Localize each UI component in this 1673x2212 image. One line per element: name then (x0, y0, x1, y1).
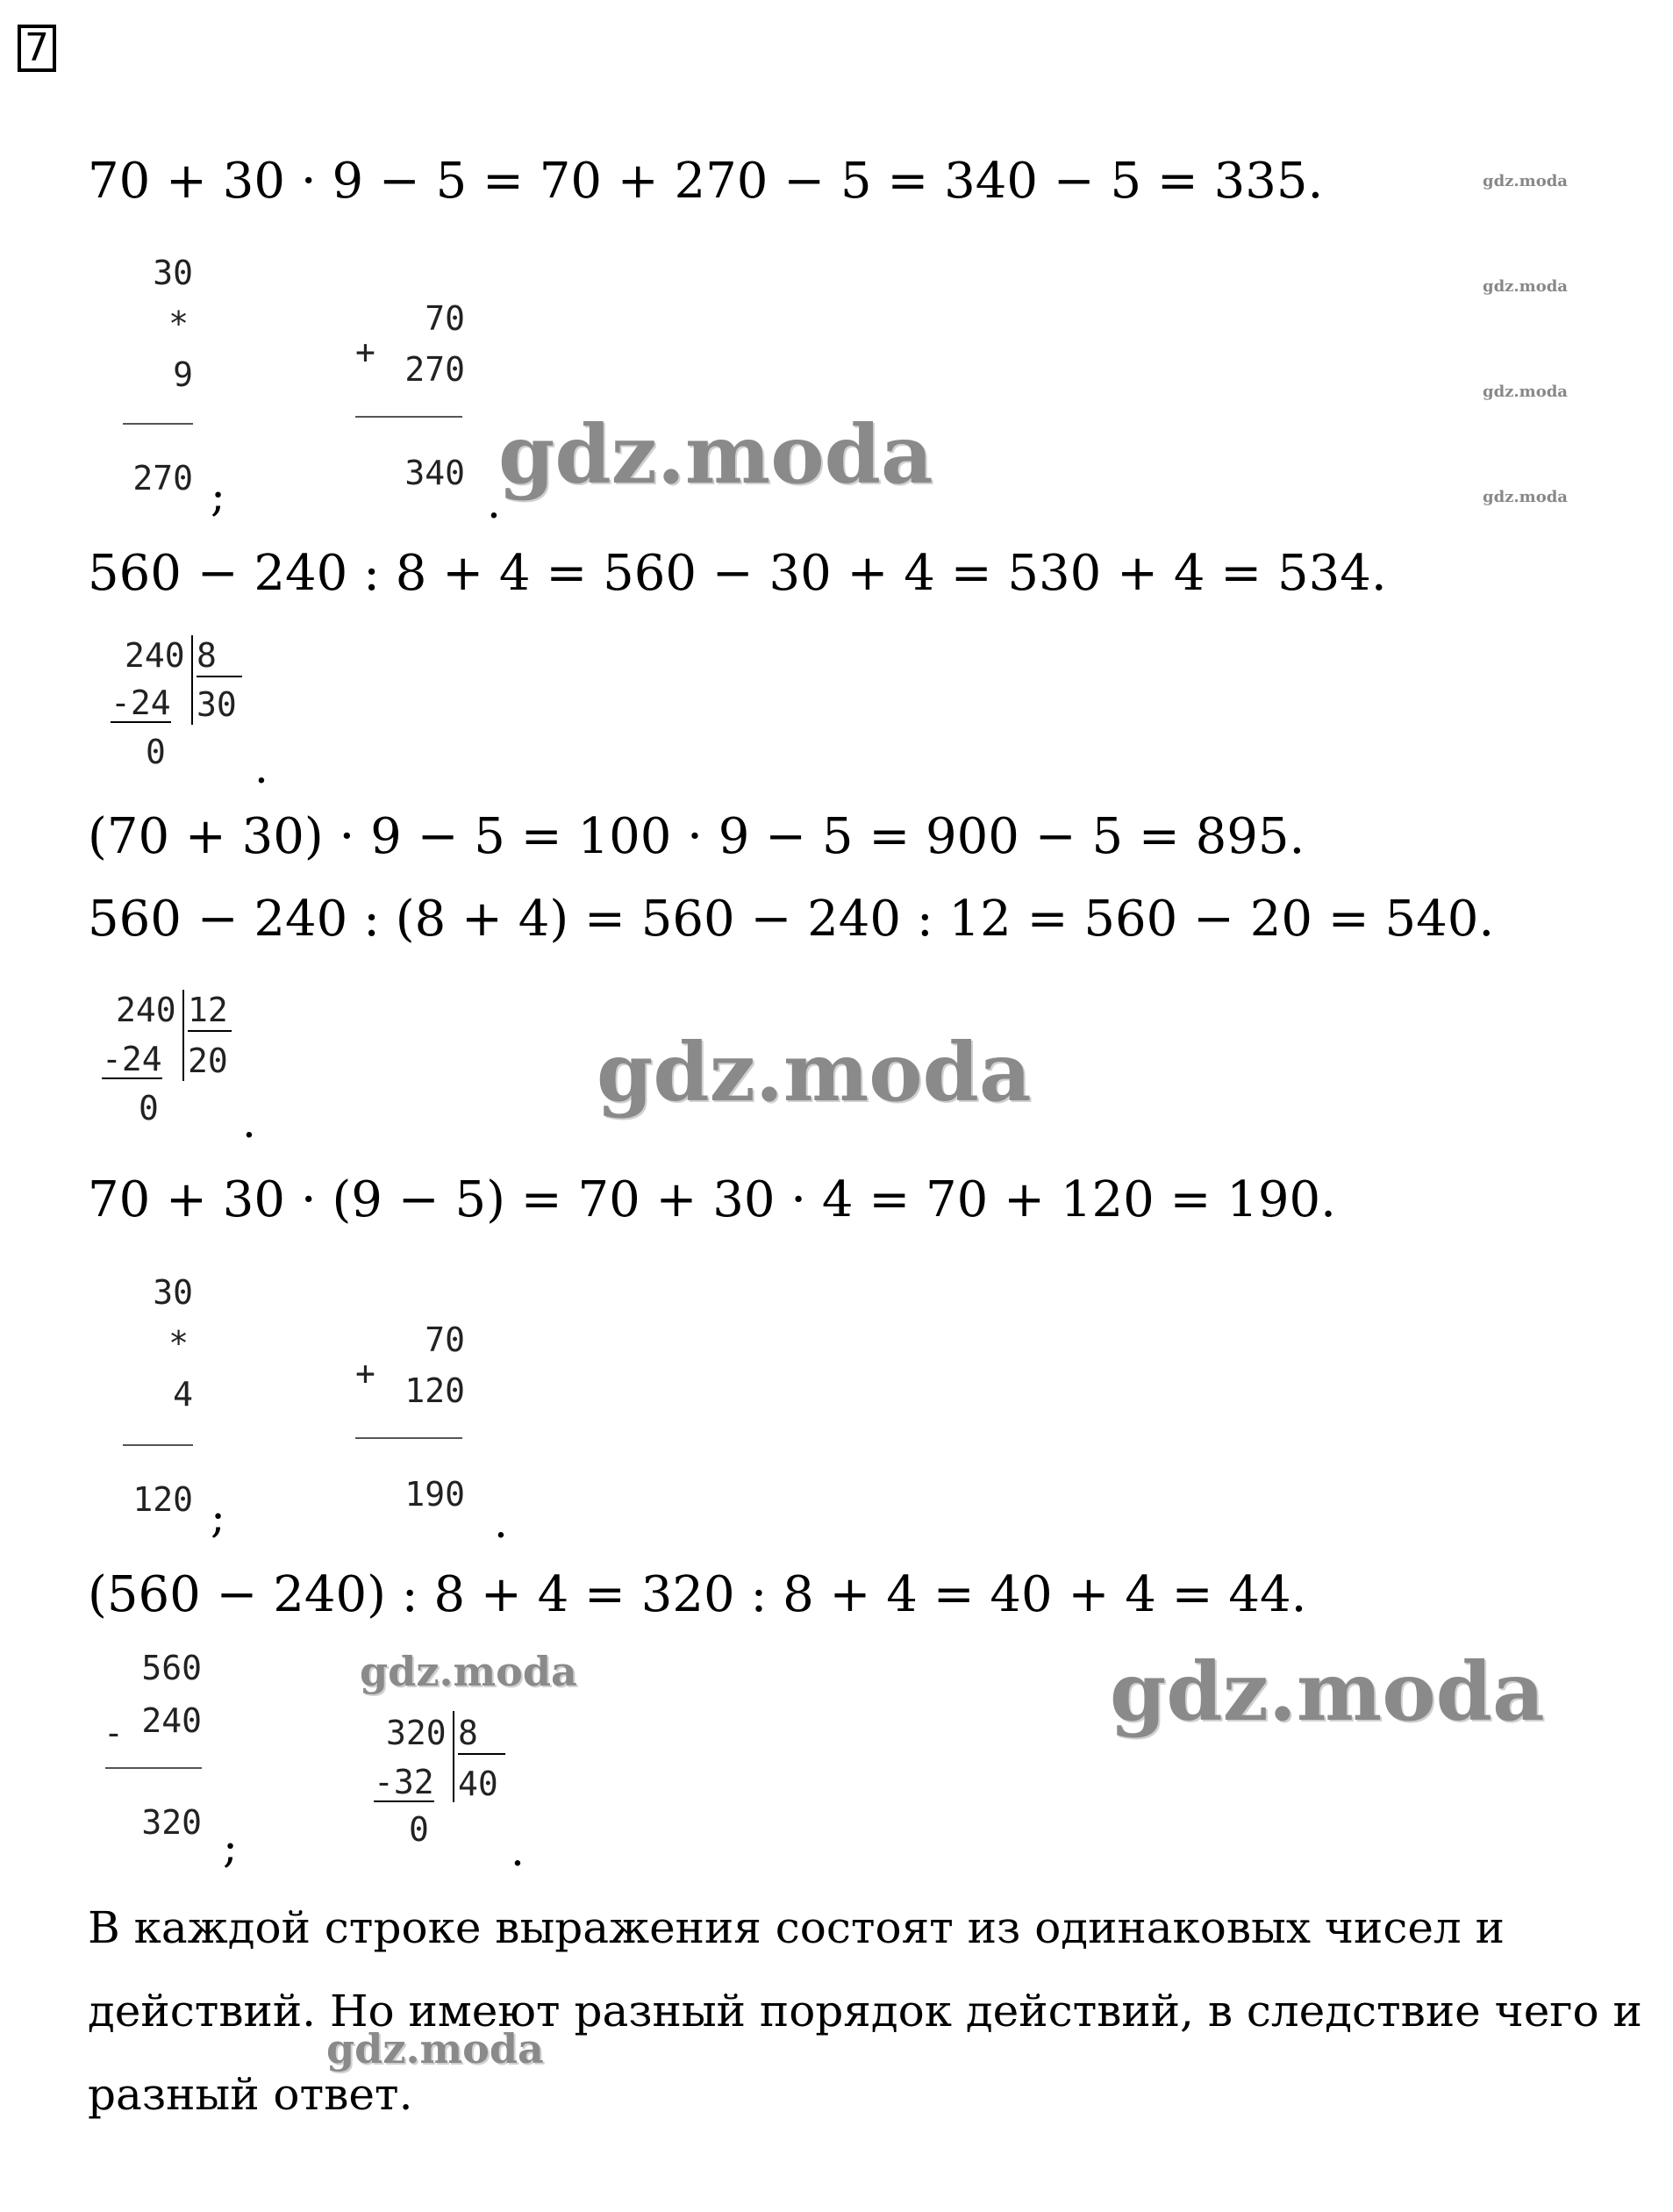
mul-operator: * (168, 304, 189, 343)
mul-result: 120 (132, 1480, 193, 1519)
div-divisor: 8 (458, 1714, 505, 1755)
div-subtrahend: -32 (374, 1763, 434, 1801)
equation-3: (70 + 30) · 9 − 5 = 100 · 9 − 5 = 900 − 5 = 895. (88, 808, 1305, 865)
sum-line (355, 416, 462, 418)
div-subtrahend: -24 (102, 1040, 162, 1078)
watermark: gdz.moda (498, 407, 933, 502)
watermark: gdz.moda (597, 1025, 1032, 1120)
period: . (511, 1825, 525, 1876)
conclusion-text: В каждой строке выражения состоят из одинаковых чисел и действий. Но имеют разный порядок действий, в следствие чего и разный ответ. (88, 1902, 1642, 2120)
sub-operand-a: 560 (141, 1649, 202, 1687)
watermark-small: gdz.moda (1483, 172, 1568, 190)
add-result: 340 (404, 454, 465, 492)
div-subtrahend: -24 (111, 684, 171, 722)
div-bracket (453, 1711, 454, 1802)
mul-operator: * (168, 1324, 189, 1363)
add-result: 190 (404, 1475, 465, 1514)
semicolon: ; (211, 1492, 225, 1543)
add-operand-a: 70 (425, 1321, 465, 1359)
sum-line (123, 1444, 193, 1446)
div-dividend: 240 (125, 636, 185, 675)
equation-4: 560 − 240 : (8 + 4) = 560 − 240 : 12 = 560 − 20 = 540. (88, 891, 1495, 948)
semicolon: ; (211, 470, 225, 521)
semicolon: ; (223, 1822, 238, 1872)
div-quotient: 20 (188, 1042, 228, 1080)
div-quotient: 40 (458, 1765, 498, 1803)
div-dividend: 320 (386, 1714, 447, 1752)
equation-1: 70 + 30 · 9 − 5 = 70 + 270 − 5 = 340 − 5 = 335. (88, 153, 1324, 210)
watermark: gdz.moda (326, 2025, 544, 2072)
div-divisor: 8 (197, 637, 242, 677)
period: . (254, 742, 268, 793)
div-bracket (191, 635, 193, 725)
equation-2: 560 − 240 : 8 + 4 = 560 − 30 + 4 = 530 + 4 = 534. (88, 545, 1387, 602)
mul-operand-b: 4 (173, 1375, 193, 1414)
div-dividend: 240 (116, 991, 176, 1029)
add-operand-a: 70 (425, 299, 465, 338)
div-divisor: 12 (188, 991, 232, 1032)
mul-operand-a: 30 (153, 1273, 193, 1312)
watermark-small: gdz.moda (1483, 488, 1568, 506)
period: . (494, 1497, 508, 1548)
div-remainder: 0 (409, 1810, 429, 1849)
div-remainder: 0 (146, 733, 166, 771)
sub-result: 320 (141, 1803, 202, 1842)
sum-line (105, 1767, 202, 1769)
div-bracket (182, 990, 184, 1081)
mul-operand-b: 9 (173, 355, 193, 394)
mul-result: 270 (132, 459, 193, 498)
add-operator: + (355, 333, 375, 371)
watermark-small: gdz.moda (1483, 383, 1568, 401)
add-operator: + (355, 1354, 375, 1392)
add-operand-b: 270 (404, 350, 465, 389)
task-number: 7 (18, 25, 56, 72)
period: . (242, 1097, 256, 1148)
sub-operator: - (104, 1714, 124, 1752)
period: . (487, 477, 501, 528)
equation-6: (560 − 240) : 8 + 4 = 320 : 8 + 4 = 40 + 4 = 44. (88, 1566, 1307, 1623)
equation-5: 70 + 30 · (9 − 5) = 70 + 30 · 4 = 70 + 120 = 190. (88, 1171, 1336, 1228)
sub-operand-b: 240 (141, 1701, 202, 1740)
sum-line (123, 423, 193, 425)
watermark-small: gdz.moda (1483, 277, 1568, 296)
mul-operand-a: 30 (153, 254, 193, 292)
sum-line (355, 1437, 462, 1439)
watermark: gdz.moda (360, 1648, 577, 1695)
watermark: gdz.moda (1110, 1644, 1545, 1739)
add-operand-b: 120 (404, 1371, 465, 1410)
div-remainder: 0 (139, 1089, 159, 1127)
div-quotient: 30 (197, 685, 237, 724)
